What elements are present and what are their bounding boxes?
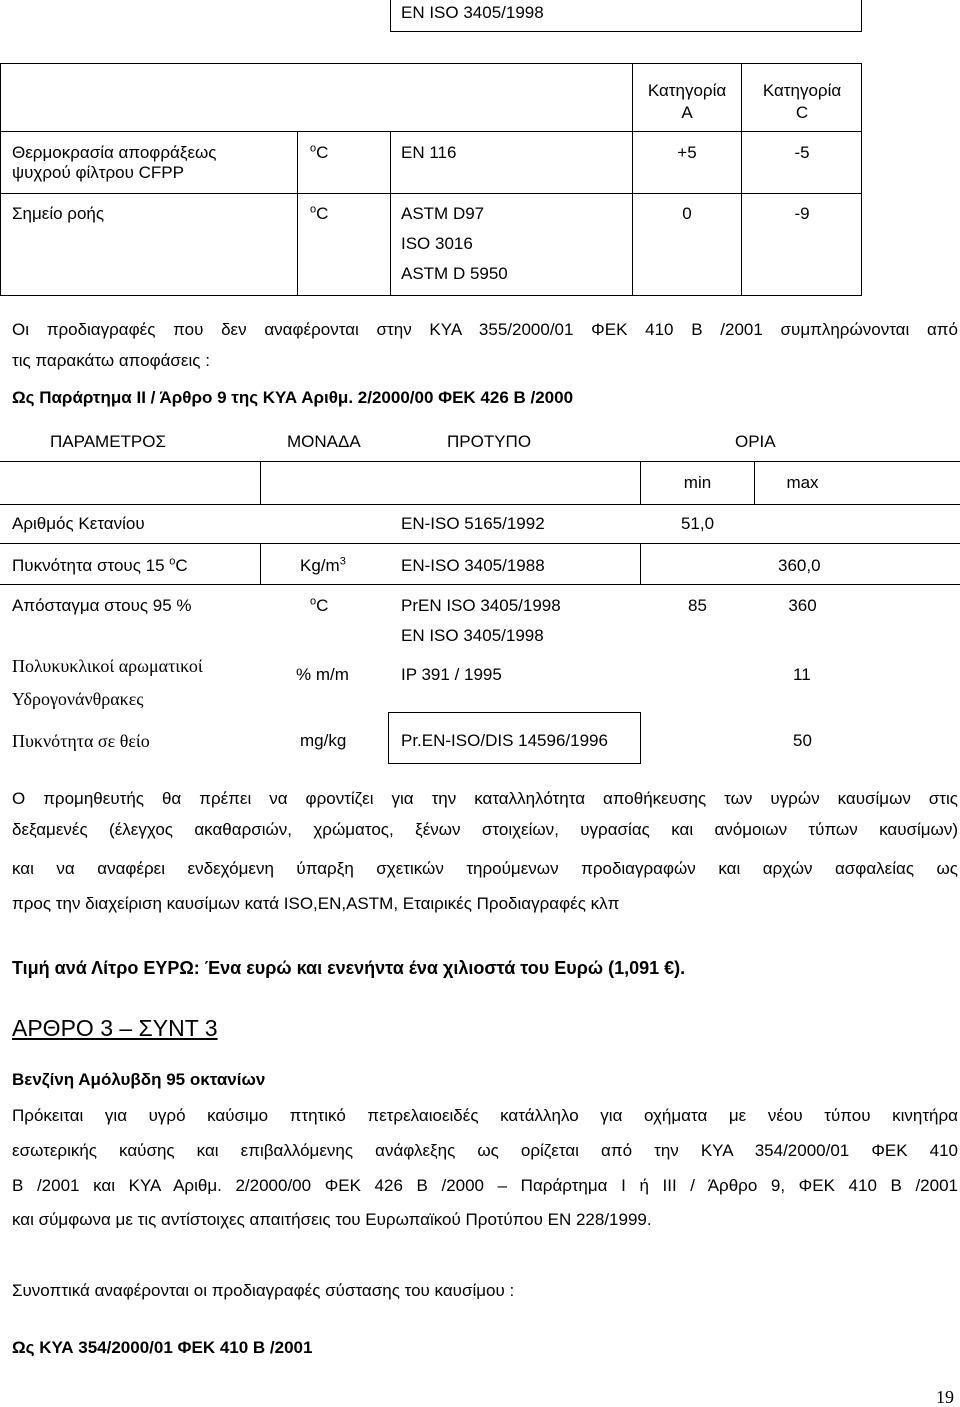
param-standard: EN-ISO 5165/1992 [401,514,545,533]
final-reference-heading: Ως ΚΥΑ 354/2000/01 ΦΕΚ 410 Β /2001 [12,1338,313,1357]
row-cat-c-value: -5 [794,143,810,162]
param-max: 360,0 [778,556,821,575]
header-min: min [683,473,712,492]
category-a-letter: A [681,103,693,122]
param-standard: EN ISO 3405/1998 [401,626,544,645]
param-name: Αριθμός Κετανίου [12,514,145,533]
param-name: Πυκνότητα στους 15 $^o$C [12,555,188,575]
table-border [388,763,640,764]
param-standard: Pr.EN-ISO/DIS 14596/1996 [401,731,608,750]
table-border [388,712,640,713]
param-min: 51,0 [680,514,715,533]
param-name: Υδρογονάνθρακες [12,689,144,709]
paragraph-line: Ο προμηθευτής θα πρέπει να φροντίζει για την καταλληλότητα αποθήκευσης των υγρών καυσίμων στις [12,789,958,808]
paragraph-line: τις παρακάτω αποφάσεις : [12,351,210,370]
table-border [0,543,960,544]
param-unit: $^o$C [310,595,329,615]
header-limits: ΟΡΙΑ [735,432,776,451]
param-name: Απόσταγμα στους 95 % [12,596,192,615]
row-cat-a-value: 0 [682,204,692,223]
table-border [0,461,960,462]
row-name: Σημείο ροής [12,204,105,223]
row-standard: ASTM D97 [401,204,485,223]
section-reference-heading: Ως Παράρτημα ΙΙ / Άρθρο 9 της ΚΥΑ Αριθμ. 2/2000/00 ΦΕΚ 426 Β /2000 [12,388,574,407]
paragraph-line: και να αναφέρει ενδεχόμενη ύπαρξη σχετικών τηρούμενων προδιαγραφών και αρχών ασφαλείας ως [12,859,958,878]
paragraph-line: Β /2001 και ΚΥΑ Αριθμ. 2/2000/00 ΦΕΚ 426 Β /2000 – Παράρτημα Ι ή ΙΙΙ / Άρθρο 9, ΦΕΚ 410 Β /2001 [12,1176,958,1195]
table-border [640,543,641,584]
paragraph-line: και σύμφωνα με τις αντίστοιχες απαιτήσεις του Ευρωπαϊκού Προτύπου ΕΝ 228/1999. [12,1210,652,1229]
category-c-letter: C [795,103,809,122]
header-unit: ΜΟΝΑΔΑ [287,432,361,451]
row-unit: $^o$C [310,142,329,162]
param-standard: EN-ISO 3405/1988 [401,556,545,575]
table-border [0,63,1,296]
price-line: Τιμή ανά Λίτρο ΕΥΡΩ: Ένα ευρώ και ενενήντα ένα χιλιοστά του Ευρώ (1,091 €). [12,958,686,978]
category-c-label: Κατηγορία [762,81,842,100]
param-max: 360 [788,596,817,615]
table-border [390,131,391,296]
row-unit: $^o$C [310,203,329,223]
table-border [260,461,261,504]
row-cat-c-value: -9 [794,204,810,223]
param-unit: mg/kg [300,731,347,750]
header-parameter: ΠΑΡΑΜΕΤΡΟΣ [50,432,166,451]
page-number: 19 [936,1387,954,1407]
table-border [0,295,862,296]
table-border [640,712,641,764]
param-max: 50 [793,731,812,750]
article-heading: ΑΡΘΡΟ 3 – ΣΥΝΤ 3 [12,1015,218,1041]
table-border [0,63,862,64]
composition-line: Συνοπτικά αναφέρονται οι προδιαγραφές σύστασης του καυσίμου : [12,1281,515,1300]
param-standard: PrEN ISO 3405/1998 [401,596,561,615]
table-border [260,543,261,584]
paragraph-line: Οι προδιαγραφές που δεν αναφέρονται στην ΚΥΑ 355/2000/01 ΦΕΚ 410 Β /2001 συμπληρώνονται από [12,320,958,339]
table-border [0,193,862,194]
param-unit: % m/m [296,665,349,684]
table-border [297,131,298,296]
param-max: 11 [793,665,811,684]
paragraph-line: εσωτερικής καύσης και επιβαλλόμενης ανάφλεξης ως ορίζεται από την ΚΥΑ 354/2000/01 ΦΕΚ 410 [12,1141,958,1160]
param-unit: $Kg/m^3$ [300,555,346,575]
paragraph-line: προς την διαχείριση καυσίμων κατά ISO,EN,ASTM, Εταιρικές Προδιαγραφές κλπ [12,894,620,913]
row-standard: ISO 3016 [401,234,473,253]
row-cat-a-value: +5 [677,143,697,162]
table-border [388,712,389,764]
param-name: Πολυκυκλικοί αρωματικοί [12,656,203,676]
paragraph-line: Πρόκειται για υγρό καύσιμο πτητικό πετρελαιοειδές κατάλληλο για οχήματα με νέου τύπου κινητήρα [12,1106,958,1125]
row-name: ψυχρού φίλτρου CFPP [12,163,184,182]
table-border [0,584,960,585]
param-name: Πυκνότητα σε θείο [12,731,150,751]
table-border [0,504,960,505]
header-standard: ΠΡΟΤΥΠΟ [447,432,532,451]
header-max: max [786,473,819,492]
param-standard: IP 391 / 1995 [401,665,502,684]
category-a-label: Κατηγορία [647,81,727,100]
row-standard: ASTM D 5950 [401,264,508,283]
paragraph-line: δεξαμενές (έλεγχος ακαθαρσιών, χρώματος, ξένων στοιχείων, υγρασίας και ανόμοιων τύπων καυσίμων) [12,820,958,839]
standard-header: EN ISO 3405/1998 [401,3,544,22]
row-name: Θερμοκρασία αποφράξεως [12,143,217,162]
param-min: 85 [688,596,707,615]
product-heading: Βενζίνη Αμόλυβδη 95 οκτανίων [12,1070,266,1089]
table-border [0,131,862,132]
row-standard: EN 116 [401,143,457,162]
